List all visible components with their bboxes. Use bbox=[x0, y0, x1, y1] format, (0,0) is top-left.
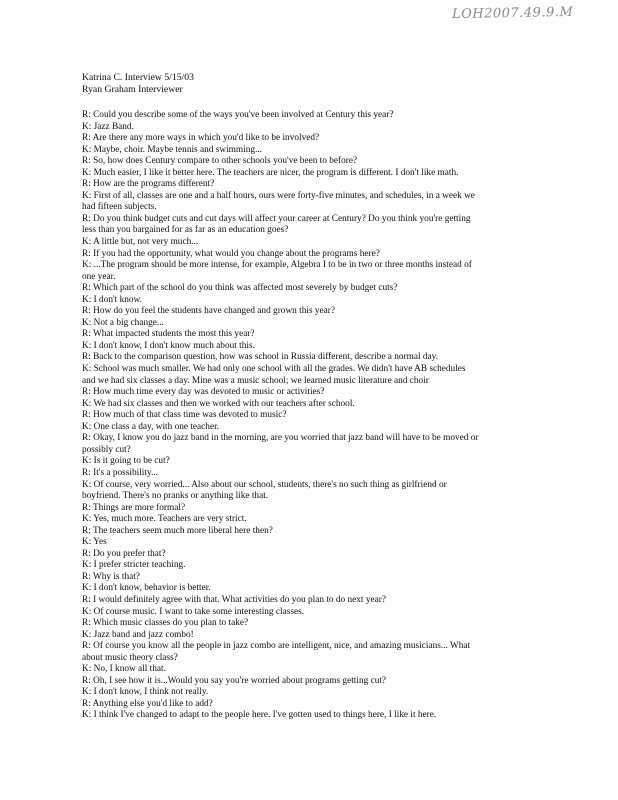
transcript-line: R: Do you think budget cuts and cut days will affect your career at Century? Do you think you're getting bbox=[82, 213, 471, 224]
transcript-line: K: We had six classes and then we worked with our teachers after school. bbox=[82, 398, 355, 409]
transcript-line: boyfriend. There's no pranks or anything like that. bbox=[82, 491, 269, 502]
transcript-line: R: How much time every day was devoted to music or activities? bbox=[82, 387, 325, 398]
transcript-line: R: Which music classes do you plan to take? bbox=[82, 618, 249, 629]
transcript-line: less than you bargained for as far as an education goes? bbox=[82, 225, 289, 236]
transcript-line: R: Which part of the school do you think was affected most severely by budget cuts? bbox=[82, 283, 398, 294]
transcript-line: R: So, how does Century compare to other schools you've been to before? bbox=[82, 156, 358, 167]
transcript-body bbox=[82, 110, 582, 722]
transcript-line: had fifteen subjects. bbox=[82, 202, 157, 213]
transcript-line: R: Do you prefer that? bbox=[82, 548, 166, 559]
transcript-line: R: How do you feel the students have changed and grown this year? bbox=[82, 306, 336, 317]
transcript-line: and we had six classes a day. Mine was a music school; we learned music literature and choir bbox=[82, 375, 429, 386]
transcript-line: R: What impacted students the most this year? bbox=[82, 329, 255, 340]
transcript-line: K: Is it going to be cut? bbox=[82, 456, 170, 467]
transcript-line: K: A little but, not very much... bbox=[82, 237, 199, 248]
transcript-line: possibly cut? bbox=[82, 444, 131, 455]
archive-stamp: LOH2007.49.9.M bbox=[451, 4, 574, 23]
transcript-line: R: Could you describe some of the ways you've been involved at Century this year? bbox=[82, 110, 394, 120]
transcript-line: K: School was much smaller. We had only one school with all the grades. We didn't have AB schedules bbox=[82, 364, 466, 375]
transcript-line: R: Are there any more ways in which you'd like to be involved? bbox=[82, 133, 320, 144]
transcript-line: K: I think I've changed to adapt to the people here. I've gotten used to things here, I like it here. bbox=[82, 710, 437, 721]
transcript-line: R: Of course you know all the people in jazz combo are intelligent, nice, and amazing musicians... What bbox=[82, 641, 471, 652]
transcript-line: K: Much easier, I like it better here. The teachers are nicer, the program is different. I don't like math. bbox=[82, 167, 459, 178]
transcript-line: K: Jazz band and jazz combo! bbox=[82, 629, 194, 640]
transcript-line: K: Not a big change... bbox=[82, 317, 164, 328]
transcript-line: R: Okay, I know you do jazz band in the morning, are you worried that jazz band will have to be moved or bbox=[82, 433, 479, 444]
transcript-line: R: Oh, I see how it is...Would you say you're worried about programs getting cut? bbox=[82, 675, 387, 686]
transcript-line: R: How are the programs different? bbox=[82, 179, 215, 190]
transcript-line: R: Anything else you'd like to add? bbox=[82, 698, 213, 709]
transcript-line: R: Things are more formal? bbox=[82, 502, 186, 513]
transcript-line: R: I would definitely agree with that. What activities do you plan to do next year? bbox=[82, 594, 386, 605]
interviewer-name: Ryan Graham Interviewer bbox=[82, 84, 183, 95]
transcript-line: about music theory class? bbox=[82, 652, 178, 663]
interview-title: Katrina C. Interview 5/15/03 bbox=[82, 72, 194, 83]
document-header bbox=[82, 72, 194, 96]
transcript-line: R: The teachers seem much more liberal here then? bbox=[82, 525, 273, 536]
transcript-line: R: Back to the comparison question, how was school in Russia different, describe a normal day. bbox=[82, 352, 439, 363]
transcript-line: K: Maybe, choir. Maybe tennis and swimming... bbox=[82, 144, 262, 155]
transcript-line: R: If you had the opportunity, what would you change about the programs here? bbox=[82, 248, 380, 259]
transcript-line: K: Of course music. I want to take some interesting classes. bbox=[82, 606, 305, 617]
transcript-line: K: Yes, much more. Teachers are very strict. bbox=[82, 514, 247, 525]
transcript-line: K: First of all, classes are one and a half hours, ours were forty-five minutes, and schedules, in a week we bbox=[82, 190, 475, 201]
transcript-line: K: No, I know all that. bbox=[82, 664, 166, 675]
transcript-line: K: I don't know, I don't know much about this. bbox=[82, 340, 255, 351]
transcript-line: K: Of course, very worried... Also about our school, students, there's no such thing as girlfriend or bbox=[82, 479, 447, 490]
transcript-line: K: Yes bbox=[82, 537, 107, 548]
transcript-line: K: I prefer stricter teaching. bbox=[82, 560, 186, 571]
transcript-line: K: Jazz Band. bbox=[82, 121, 134, 132]
transcript-line: R: Why is that? bbox=[82, 571, 140, 582]
transcript-line: K: One class a day, with one teacher. bbox=[82, 421, 219, 432]
transcript-line: K: I don't know, behavior is better. bbox=[82, 583, 211, 594]
transcript-line: K: I don't know. bbox=[82, 294, 142, 305]
transcript-line: one year. bbox=[82, 271, 116, 282]
transcript-line: K: I don't know, I think not really. bbox=[82, 687, 209, 698]
transcript-line: R: How much of that class time was devoted to music? bbox=[82, 410, 287, 421]
transcript-line: R: It's a possibility... bbox=[82, 467, 158, 478]
transcript-line: K: ...The program should be more intense, for example, Algebra I to be in two or three months instead of bbox=[82, 260, 472, 271]
